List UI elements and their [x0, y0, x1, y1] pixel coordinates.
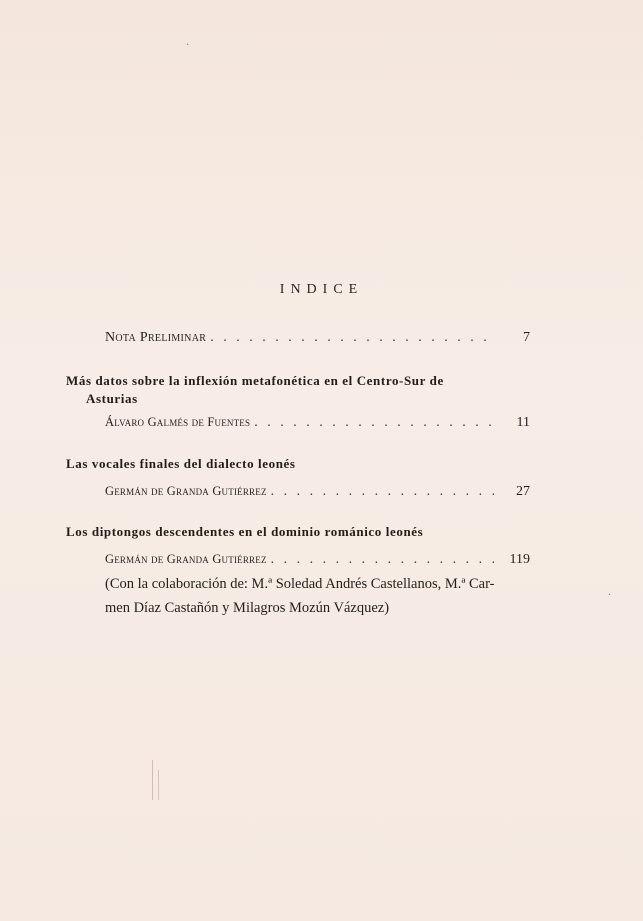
- toc-page-number: 119: [509, 552, 530, 567]
- toc-page-number: 7: [523, 330, 530, 345]
- toc-page-number: 11: [516, 415, 530, 430]
- collaboration-note: [105, 572, 525, 620]
- dot-leader: [271, 484, 494, 500]
- section-title-1[interactable]: [66, 372, 506, 408]
- section-title-1-line1: Más datos sobre la inflexión metafonética en el Centro-Sur de: [66, 373, 444, 388]
- author-name-3: Germán de Granda Gutiérrez: [105, 552, 267, 566]
- toc-entry-preliminary[interactable]: [105, 330, 530, 346]
- dot-leader: [210, 330, 494, 346]
- index-heading: INDICE: [279, 282, 364, 297]
- toc-label-preliminary: Nota Preliminar: [105, 330, 207, 345]
- section-title-2-line1: Las vocales finales del dialecto leonés: [66, 456, 296, 471]
- paper-speck: ·: [608, 590, 612, 601]
- section-title-3-line1: Los diptongos descendentes en el dominio románico leonés: [66, 524, 424, 539]
- section-title-2[interactable]: [66, 455, 506, 473]
- collaboration-note-line1: (Con la colaboración de: M.ª Soledad Andrés Castellanos, M.ª Car-: [105, 576, 495, 592]
- dot-leader: [271, 552, 494, 568]
- dot-leader: [254, 415, 494, 431]
- author-name-1: Álvaro Galmés de Fuentes: [105, 415, 251, 429]
- paper-crease: [152, 760, 153, 800]
- toc-entry-author-1[interactable]: [105, 415, 530, 431]
- section-title-1-line2: Asturias: [86, 391, 138, 406]
- toc-page-number: 27: [516, 484, 530, 499]
- toc-entry-author-3[interactable]: [105, 552, 530, 568]
- paper-speck: ·: [186, 40, 190, 51]
- paper-crease: [158, 770, 159, 800]
- collaboration-note-line2: men Díaz Castañón y Milagros Mozún Vázquez): [105, 600, 390, 616]
- author-name-2: Germán de Granda Gutiérrez: [105, 484, 267, 498]
- toc-entry-author-2[interactable]: [105, 484, 530, 500]
- section-title-3[interactable]: [66, 523, 506, 541]
